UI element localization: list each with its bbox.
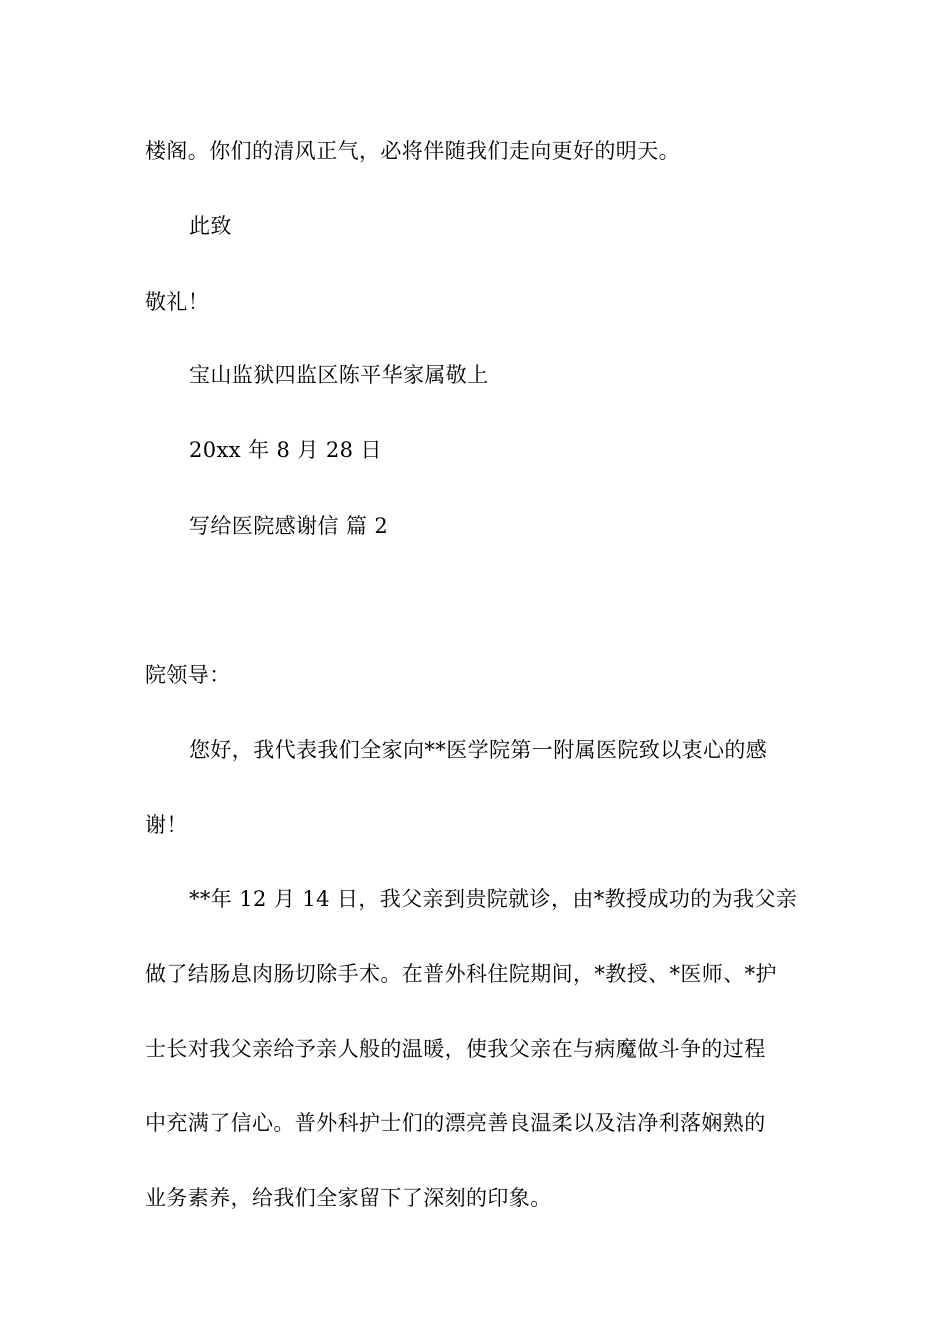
paragraph-line: 谢！ bbox=[145, 813, 188, 837]
letter-greeting: 院领导： bbox=[145, 663, 231, 687]
date: 20xx 年 8 月 28 日 bbox=[189, 438, 382, 462]
closing-salutation: 此致 bbox=[189, 214, 232, 238]
paragraph-line: 士长对我父亲给予亲人般的温暖，使我父亲在与病魔做斗争的过程 bbox=[145, 1037, 766, 1061]
section-title: 写给医院感谢信 篇 2 bbox=[189, 514, 389, 538]
paragraph-line: 业务素养，给我们全家留下了深刻的印象。 bbox=[145, 1186, 552, 1210]
paragraph-line: 楼阁。你们的清风正气，必将伴随我们走向更好的明天。 bbox=[145, 139, 680, 163]
signature: 宝山监狱四监区陈平华家属敬上 bbox=[189, 363, 489, 387]
paragraph-line: 中充满了信心。普外科护士们的漂亮善良温柔以及洁净利落娴熟的 bbox=[145, 1111, 766, 1135]
closing-salutation: 敬礼！ bbox=[145, 290, 210, 314]
paragraph-line: 您好，我代表我们全家向**医学院第一附属医院致以衷心的感 bbox=[189, 738, 768, 762]
paragraph-line: 做了结肠息肉肠切除手术。在普外科住院期间，*教授、*医师、*护 bbox=[145, 962, 777, 986]
paragraph-line: **年 12 月 14 日，我父亲到贵院就诊，由*教授成功的为我父亲 bbox=[189, 887, 798, 911]
